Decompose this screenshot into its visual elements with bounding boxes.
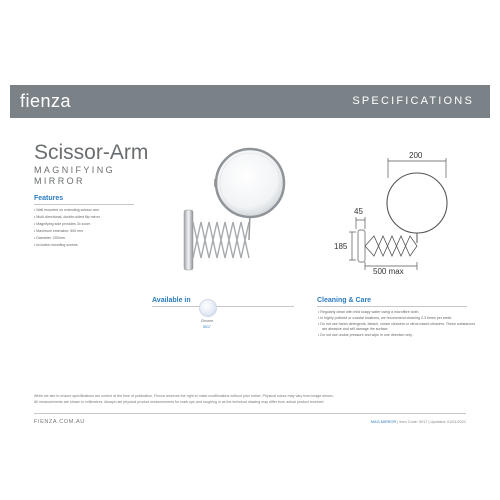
available-rule bbox=[152, 306, 294, 307]
dim-width-label: 200 bbox=[409, 151, 423, 160]
product-photo bbox=[184, 149, 285, 270]
product-title: Scissor-Arm bbox=[34, 141, 149, 164]
brand-logo: fienza bbox=[20, 91, 72, 111]
dimension-drawing bbox=[349, 158, 447, 270]
dim-extension-label: 500 max bbox=[373, 267, 404, 276]
footer-separator: | bbox=[397, 420, 399, 424]
finish-code: 5017 bbox=[203, 325, 211, 329]
care-item: • In highly polluted or coastal locations, we recommend cleaning 2-3 times per week. bbox=[318, 316, 478, 322]
wall-plate bbox=[184, 210, 193, 270]
footer-updated: Updated: 01/01/2021 bbox=[430, 420, 466, 424]
section-title: SPECIFICATIONS bbox=[352, 95, 474, 107]
scissor-arm bbox=[193, 222, 249, 258]
footer-model: MAG-MIRROR bbox=[370, 420, 397, 424]
footer-rule bbox=[34, 413, 466, 414]
care-item: • Regularly clean with mild soapy water using a microfibre cloth. bbox=[318, 310, 478, 316]
finish-swatch bbox=[199, 299, 217, 317]
features-heading: Features bbox=[34, 195, 64, 202]
disclaimer-line-2: All measurements are shown in millimetres. Always use physical product measurements for mark ups and roughing in as the technical drawing may differ from actual product received. bbox=[34, 399, 325, 404]
mirror-outline bbox=[387, 173, 447, 233]
website-link[interactable]: FIENZA.COM.AU bbox=[34, 419, 85, 425]
care-rule bbox=[317, 306, 467, 307]
feature-item: • Magnifying side provides 3x zoom bbox=[34, 221, 100, 228]
feature-item: • Wall mounted on extending scissor arm bbox=[34, 207, 100, 214]
available-heading: Available in bbox=[152, 297, 191, 304]
wall-plate-outline bbox=[358, 230, 365, 262]
care-item: • Do not use undue pressure and wipe in one direction only. bbox=[318, 333, 478, 339]
feature-item: • Includes mounting screws bbox=[34, 242, 100, 249]
feature-item: • Diameter: 200mm bbox=[34, 235, 100, 242]
subtitle-line-2: MIRROR bbox=[34, 176, 85, 186]
care-list bbox=[318, 310, 478, 339]
dim-height-label: 185 bbox=[334, 242, 348, 251]
feature-item: • Multi-directional, double-sided flip mirror bbox=[34, 214, 100, 221]
feature-item: • Maximum extension: 500 mm bbox=[34, 228, 100, 235]
care-item: • Do not use harsh detergents, bleach, cream cleaners or citrus based cleaners. These substances are abrasive and will damage the surface. bbox=[318, 322, 478, 334]
care-heading: Cleaning & Care bbox=[317, 297, 372, 304]
footer-meta bbox=[371, 420, 466, 424]
footer-item-code: Item Code: 5017 bbox=[399, 420, 428, 424]
disclaimer bbox=[34, 394, 474, 405]
footer-separator: | bbox=[428, 420, 430, 424]
disclaimer-line-1: While we aim to ensure specifications are correct at the time of publication, Fienza reserves the right to make modifications without prior notice. Physical colour may vary from image shown. bbox=[34, 394, 334, 398]
finish-name: Chrome bbox=[200, 319, 214, 323]
mirror-glass bbox=[216, 149, 284, 217]
dim-depth-label: 45 bbox=[354, 207, 363, 216]
subtitle-line-1: MAGNIFYING bbox=[34, 165, 116, 175]
